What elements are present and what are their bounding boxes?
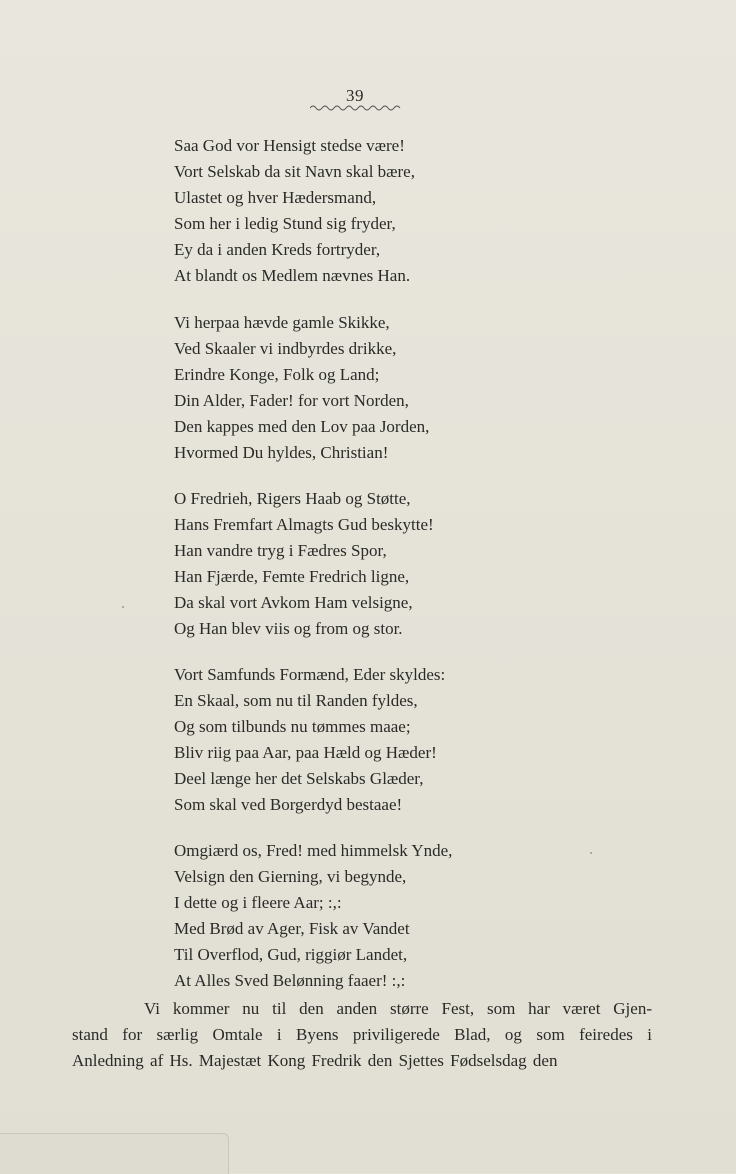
poem-line: Han vandre tryg i Fædres Spor, xyxy=(174,541,387,560)
stanza xyxy=(174,838,594,994)
prose-line: Vi kommer nu til den anden større Fest, som har været Gjen- xyxy=(144,999,652,1018)
poem-line: Hans Fremfart Almagts Gud beskytte! xyxy=(174,515,434,534)
poem-line: Som skal ved Borgerdyd bestaae! xyxy=(174,795,403,814)
poem-line: O Fredrieh, Rigers Haab og Støtte, xyxy=(174,489,411,508)
poem-line: Deel længe her det Selskabs Glæder, xyxy=(174,769,424,788)
poem-line: At Alles Sved Belønning faaer! :,: xyxy=(174,971,406,990)
poem-line: Hvormed Du hyldes, Christian! xyxy=(174,443,389,462)
stanza xyxy=(174,662,594,818)
poem-line: Erindre Konge, Folk og Land; xyxy=(174,365,380,384)
stanza xyxy=(174,486,594,642)
poem-line: Omgiærd os, Fred! med himmelsk Ynde, xyxy=(174,841,453,860)
poem-line: Han Fjærde, Femte Fredrich ligne, xyxy=(174,567,410,586)
poem-line: At blandt os Medlem nævnes Han. xyxy=(174,266,411,285)
poem xyxy=(174,133,594,1014)
poem-line: Velsign den Gierning, vi begynde, xyxy=(174,867,407,886)
stanza xyxy=(174,310,594,466)
poem-line: Da skal vort Avkom Ham velsigne, xyxy=(174,593,413,612)
poem-line: Ved Skaaler vi indbyrdes drikke, xyxy=(174,339,397,358)
poem-line: En Skaal, som nu til Randen fyldes, xyxy=(174,691,418,710)
prose-line: Anledning af Hs. Majestæt Kong Fredrik den Sjettes Fødselsdag den xyxy=(72,1051,558,1070)
wavy-ornament-icon xyxy=(310,104,402,112)
poem-line: Din Alder, Fader! for vort Norden, xyxy=(174,391,409,410)
poem-line: I dette og i fleere Aar; :,: xyxy=(174,893,342,912)
poem-line: Saa God vor Hensigt stedse være! xyxy=(174,136,405,155)
poem-line: Vort Samfunds Formænd, Eder skyldes: xyxy=(174,665,446,684)
poem-line: Og som tilbunds nu tømmes maae; xyxy=(174,717,411,736)
poem-line: Den kappes med den Lov paa Jorden, xyxy=(174,417,430,436)
page-number: 39 xyxy=(346,86,364,105)
poem-line: Vort Selskab da sit Navn skal bære, xyxy=(174,162,415,181)
prose-paragraph xyxy=(72,996,652,1074)
poem-line: Som her i ledig Stund sig fryder, xyxy=(174,214,396,233)
stanza xyxy=(174,133,594,289)
poem-line: Med Brød av Ager, Fisk av Vandet xyxy=(174,919,410,938)
paper-speck xyxy=(122,606,124,608)
poem-line: Til Overflod, Gud, riggiør Landet, xyxy=(174,945,408,964)
scan-edge xyxy=(0,1133,229,1174)
paper-speck xyxy=(590,852,592,854)
poem-line: Bliv riig paa Aar, paa Hæld og Hæder! xyxy=(174,743,437,762)
poem-line: Ulastet og hver Hædersmand, xyxy=(174,188,377,207)
poem-line: Ey da i anden Kreds fortryder, xyxy=(174,240,381,259)
prose-line: stand for særlig Omtale i Byens priviligerede Blad, og som feiredes i xyxy=(72,1025,652,1044)
poem-line: Og Han blev viis og from og stor. xyxy=(174,619,403,638)
poem-line: Vi herpaa hævde gamle Skikke, xyxy=(174,313,390,332)
